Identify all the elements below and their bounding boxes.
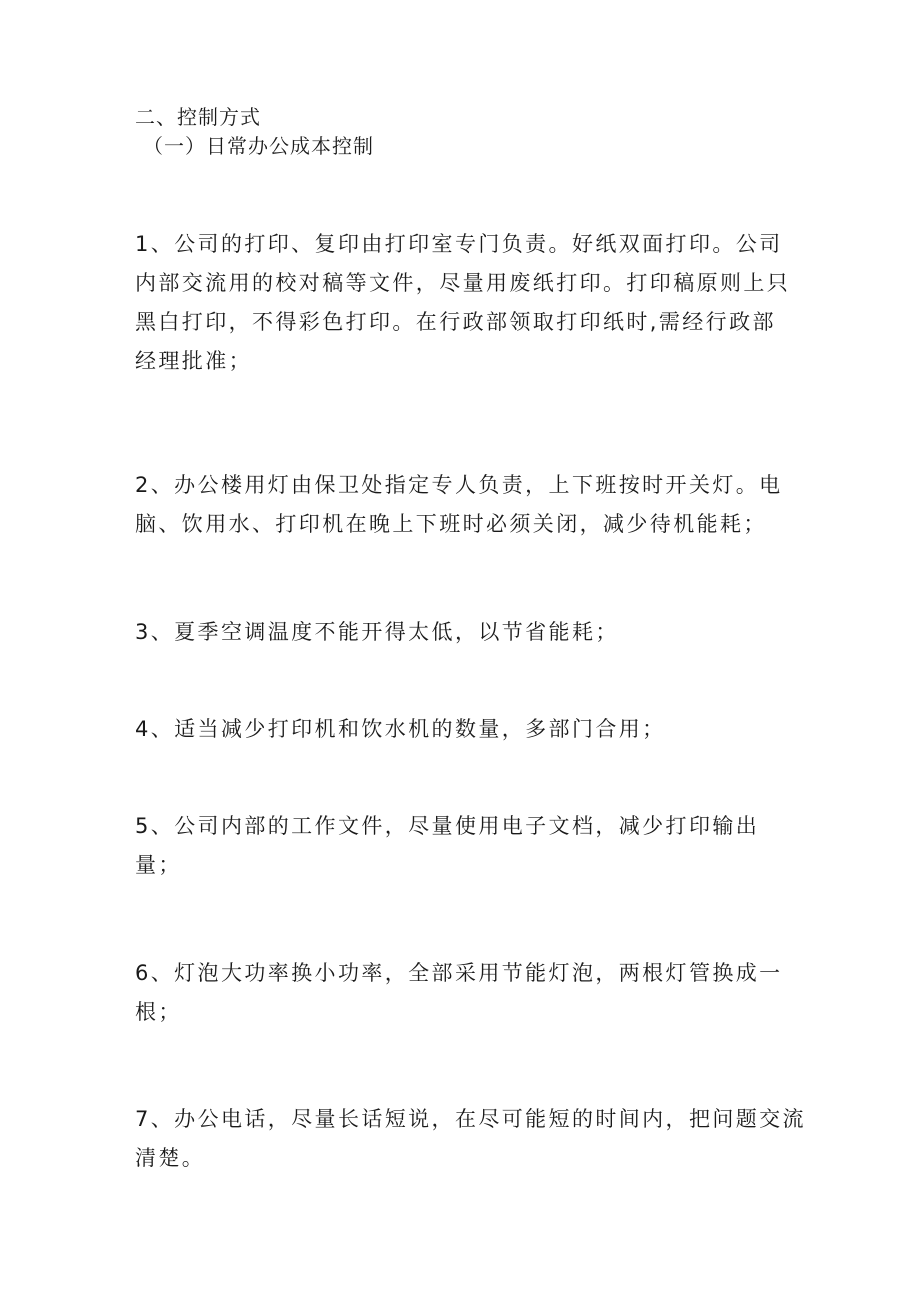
paragraph-5 [135, 807, 800, 885]
paragraph-line: 2、办公楼用灯由保卫处指定专人负责，上下班按时开关灯。电 [135, 473, 783, 497]
paragraph-7 [135, 1100, 806, 1178]
paragraph-line: 经理批准； [135, 349, 252, 373]
paragraph-line: 脑、饮用水、打印机在晚上下班时必须关闭，减少待机能耗； [135, 512, 767, 536]
paragraph-line: 3、夏季空调温度不能开得太低，以节省能耗； [135, 620, 619, 644]
paragraph-2 [135, 466, 800, 544]
paragraph-line: 7、办公电话，尽量长话短说，在尽可能短的时间内，把问题交流 [135, 1107, 806, 1131]
paragraph-line: 4、适当减少打印机和饮水机的数量，多部门合用； [135, 717, 666, 741]
section-title: 二、控制方式 [135, 105, 261, 129]
paragraph-line: 内部交流用的校对稿等文件，尽量用废纸打印。打印稿原则上只 [135, 271, 791, 295]
paragraph-line: 1、公司的打印、复印由打印室专门负责。好纸双面打印。公司 [135, 232, 783, 256]
paragraph-line: 量； [135, 853, 182, 877]
paragraph-line: 5、公司内部的工作文件，尽量使用电子文档，减少打印输出 [135, 814, 760, 838]
paragraph-3 [135, 613, 800, 652]
paragraph-line: 黑白打印，不得彩色打印。在行政部领取打印纸时,需经行政部 [135, 310, 776, 334]
paragraph-line: 根； [135, 1000, 182, 1024]
paragraph-1 [135, 225, 800, 381]
paragraph-6 [135, 954, 800, 1032]
subsection-title: （一）日常办公成本控制 [143, 134, 374, 158]
paragraph-line: 清楚。 [135, 1146, 206, 1170]
paragraph-line: 6、灯泡大功率换小功率，全部采用节能灯泡，两根灯管换成一 [135, 961, 783, 985]
paragraph-4 [135, 710, 800, 749]
